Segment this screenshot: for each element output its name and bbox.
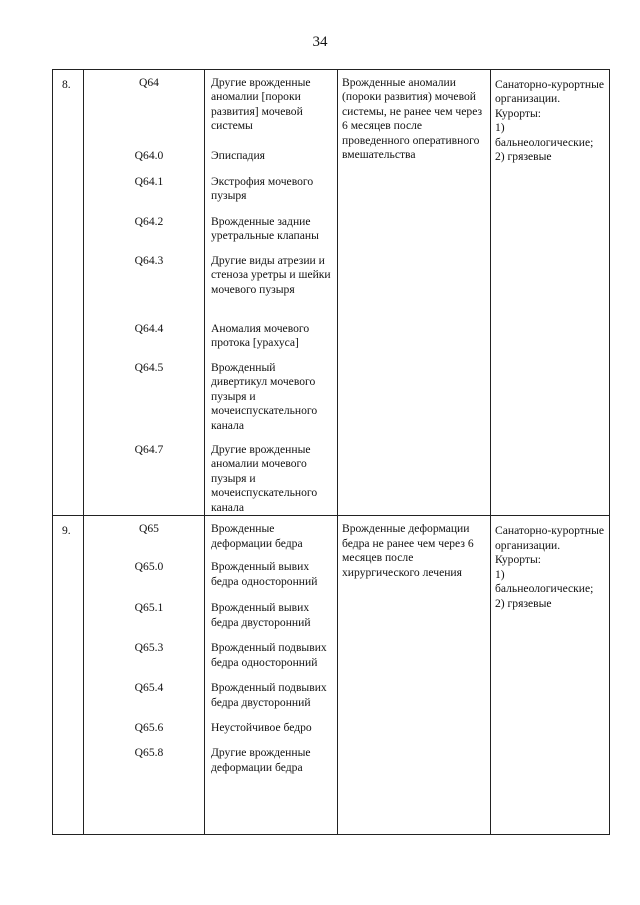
diagnosis-name: Неустойчивое бедро: [211, 721, 312, 735]
resorts-label: Курорты:: [495, 553, 541, 567]
icd-code: Q65.0: [134, 560, 164, 574]
icd-code: Q65: [139, 522, 159, 536]
icd-code: Q65.1: [134, 601, 164, 615]
organization-text: Санаторно-курортные организации.: [495, 524, 605, 552]
icd-code: Q64.0: [134, 149, 164, 162]
resort-item: 2) грязевые: [495, 150, 552, 164]
diagnosis-name: Другие врожденные деформации бедра: [211, 746, 311, 774]
icd-code: Q65.6: [134, 721, 164, 735]
organization-text: Санаторно-курортные организации.: [495, 78, 605, 106]
icd-code: Q64.7: [134, 443, 164, 456]
diagnosis-name: Экстрофия мочевого пузыря: [211, 175, 314, 203]
icd-code: Q64.1: [134, 175, 164, 188]
row-number-cell: [53, 516, 84, 835]
table-row: [53, 70, 610, 516]
diagnosis-name: Врожденные задние уретральные клапаны: [211, 215, 319, 243]
diagnosis-cell: [205, 70, 338, 516]
icd-code: Q64: [139, 76, 159, 89]
condition-cell: [338, 70, 491, 516]
table-row: [53, 516, 610, 835]
resort-item: 2) грязевые: [495, 596, 552, 610]
resort-item: 1) бальнеологические;: [495, 121, 594, 149]
condition-text: Врожденные аномалии (пороки развития) мочевой системы, не ранее чем через 6 месяцев после проведенного оперативного вмешательства: [342, 76, 483, 162]
diagnosis-name: Врожденный подвывих бедра двусторонний: [211, 681, 327, 709]
diagnosis-name: Другие виды атрезии и стеноза уретры и шейки мочевого пузыря: [211, 254, 331, 296]
diagnosis-name: Врожденные деформации бедра: [211, 522, 303, 550]
resorts-label: Курорты:: [495, 106, 541, 120]
condition-cell: [338, 516, 491, 835]
icd-code: Q64.4: [134, 322, 164, 335]
diagnosis-name: Другие врожденные аномалии мочевого пузыря и мочеиспускательного канала: [211, 443, 318, 514]
diagnosis-name: Врожденный вывих бедра односторонний: [211, 560, 318, 588]
resort-indications-table: [52, 69, 610, 835]
row-number: 8.: [62, 78, 71, 91]
resort-item: 1) бальнеологические;: [495, 567, 594, 596]
row-number: 9.: [62, 524, 71, 538]
icd-code: Q64.5: [134, 361, 164, 374]
row-number-cell: [53, 70, 84, 516]
diagnosis-name: Аномалия мочевого протока [урахуса]: [211, 322, 310, 350]
organization-cell: [491, 70, 610, 516]
icd-code: Q65.3: [134, 641, 164, 655]
organization-cell: [491, 516, 610, 835]
condition-text: Врожденные деформации бедра не ранее чем через 6 месяцев после хирургического лечения: [342, 522, 474, 579]
codes-cell: [84, 516, 205, 835]
icd-code: Q65.8: [134, 746, 164, 760]
icd-code: Q64.3: [134, 254, 164, 267]
page-number: 34: [312, 34, 328, 50]
diagnosis-name: Врожденный дивертикул мочевого пузыря и мочеиспускательного канала: [211, 361, 318, 432]
codes-cell: [84, 70, 205, 516]
icd-code: Q64.2: [134, 215, 164, 228]
diagnosis-name: Эписпадия: [211, 149, 265, 162]
diagnosis-name: Другие врожденные аномалии [пороки развития] мочевой системы: [211, 76, 311, 133]
diagnosis-name: Врожденный вывих бедра двусторонний: [211, 601, 311, 629]
diagnosis-name: Врожденный подвывих бедра односторонний: [211, 641, 327, 669]
diagnosis-cell: [205, 516, 338, 835]
icd-code: Q65.4: [134, 681, 164, 695]
